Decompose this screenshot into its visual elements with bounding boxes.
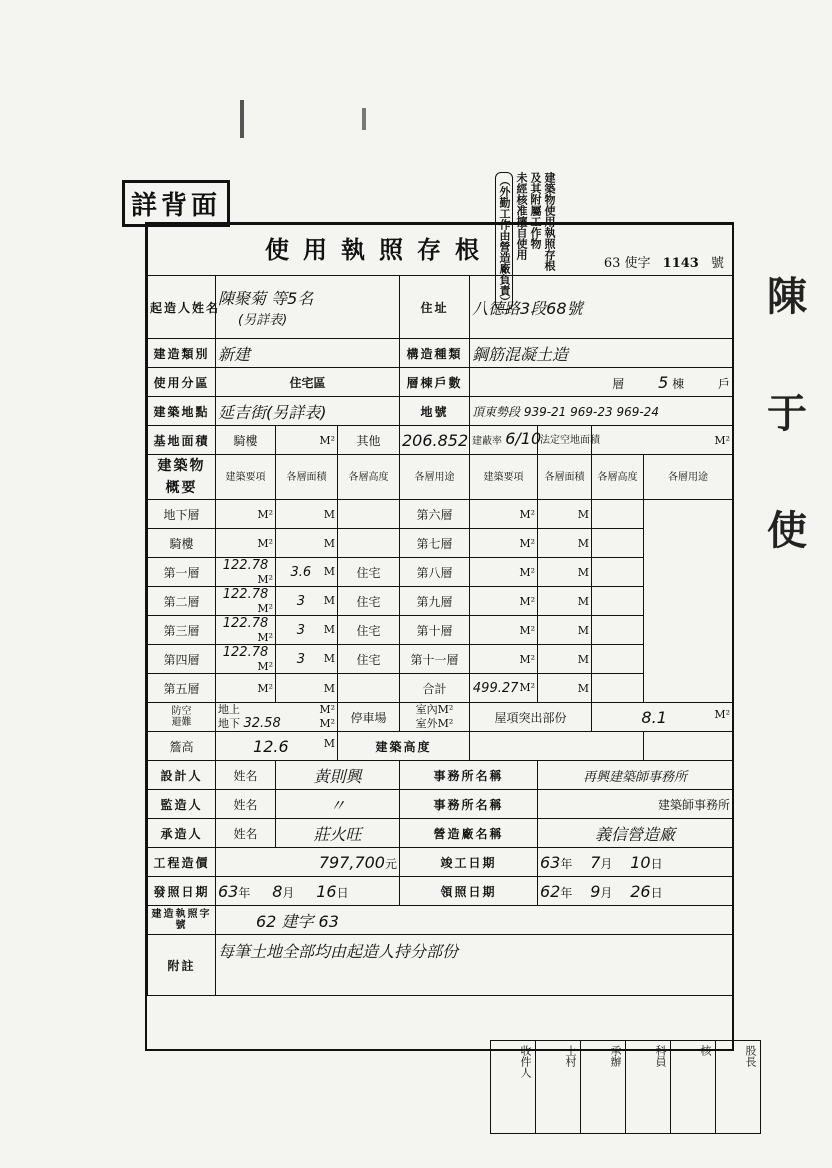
floor-height: 3 M [276,616,338,645]
floor-name-right: 第八層 [400,558,470,587]
header-area: 各層面積 [276,455,338,500]
building-height-label: 建築高度 [338,732,470,761]
applicant-label: 起造人姓名 [148,276,216,339]
eaves-value: 12.6 [253,736,289,756]
floor-area: M² [216,500,276,529]
units-unit: 戶 [717,376,730,391]
detail-back-stamp: 詳背面 [122,180,230,227]
license-number-value: 1143 [662,255,699,271]
floor-use-right [592,616,644,645]
header-use: 各層用途 [400,455,470,500]
designer-label: 設計人 [148,761,216,790]
side-note-line: （外勤工作由營造廠負責） [495,172,513,310]
building-type-label: 建造類別 [148,339,216,368]
scan-mark [240,100,244,138]
stamp-box: 科員 [626,1041,671,1133]
header-item: 建築要項 [216,455,276,500]
floor-area-right: M² [470,500,538,529]
floor-area-right: 499.27 M² [470,674,538,703]
floor-area-right: M² [470,587,538,616]
buildings-value: 5 [658,372,669,392]
remark-value: 每筆土地全部均由起造人持分部份 [216,935,733,996]
area-label: 基地面積 [148,426,216,455]
edge-char: 陳 [767,273,807,320]
arcade-unit: M² [319,433,335,447]
floor-area: 122.78 M² [216,616,276,645]
open-area-label: 法定空地面積 [538,426,592,455]
stamp-box: 股長 [744,1045,757,1067]
stamp-box: 核 [671,1041,716,1133]
receive-month: 9 [590,881,601,901]
floor-row [148,529,733,558]
supervisor-label: 監造人 [148,790,216,819]
floor-use-right [592,674,644,703]
floor-height: M [276,529,338,558]
structure-label: 構造種類 [400,339,470,368]
site-value: 延吉街(另詳表) [216,397,400,426]
floor-name: 第五層 [148,674,216,703]
license-number [604,252,724,271]
side-note-line: 建築物使用執照存根 [543,172,556,271]
form-title: 使用執照存根 [265,234,493,264]
floor-name-right: 第九層 [400,587,470,616]
floor-name-right: 合計 [400,674,470,703]
receive-date-label: 領照日期 [400,877,538,906]
floor-name: 第一層 [148,558,216,587]
issue-date-label: 發照日期 [148,877,216,906]
floor-height: 3 M [276,587,338,616]
floor-use [338,529,400,558]
issue-day: 16 [316,881,337,901]
floor-use [338,674,400,703]
receive-day: 26 [630,881,651,901]
header-height-right: 各層高度 [592,455,644,500]
building-type-value: 新建 [216,339,400,368]
designer-name: 黃則興 [276,761,400,790]
stamp-box: 承辦 [581,1041,626,1133]
floor-height-right: M [538,616,592,645]
floor-row [148,616,733,645]
floor-height: 3.6 M [276,558,338,587]
floor-row [148,587,733,616]
floor-name-right: 第十一層 [400,645,470,674]
floor-use: 住宅 [338,645,400,674]
other-label: 其他 [338,426,400,455]
supervisor-office: 建築師事務所 [538,790,733,819]
floor-area: M² [216,529,276,558]
applicant-note: (另詳表) [238,313,288,328]
applicant-name: 陳聚菊 等5名 [218,289,314,308]
address-value: 八德路3段68號 [470,276,733,339]
floors-units-label: 層棟戶數 [400,368,470,397]
floor-name: 第四層 [148,645,216,674]
floor-height-right: M [538,558,592,587]
permit-label: 建造執照字號 [148,906,216,935]
designer-name-label: 姓名 [216,761,276,790]
stamp-box: 土村 [536,1041,581,1133]
side-note-line: 及其附屬工作物 [529,172,542,249]
permit-value: 62 建字 63 [216,906,733,935]
issue-year: 63 [218,881,239,901]
floor-area: 122.78 M² [216,645,276,674]
ratio-value: 6/10 [505,429,542,448]
cost-value: 797,700 [318,852,385,872]
floor-area-right: M² [470,529,538,558]
section-label: 建築物概要 [148,455,216,500]
floor-use: 住宅 [338,616,400,645]
floor-height-right: M [538,645,592,674]
completion-day: 10 [630,852,651,872]
header-area-right: 各層面積 [538,455,592,500]
floor-name-right: 第七層 [400,529,470,558]
form-table: 使用執照存根 63 使字 1143 號 起造人姓名 陳聚菊 等5名 (另詳表) 住址 八德路3段68號 建造類別 新建 構造種類 鋼筋混凝土造 使用分區 住宅區 層棟戶數 層 5 棟 戶 建築地點 延吉街(另詳表) 地號 頂東勢段 939-21 969-23 969-24 基地面積 騎樓 M² 其他 206.852 建蔽率 6/10 法定空地面積 M² 建築物概要 建築要項 各層面積 各層高度 各層用途 建築要項 各層面積 各層高度 各層用途 地下層 M² M 第六層 M² M 騎樓 M² M 第七層 M² M 第一層 122.78 M² 3.6 M 住宅 第八層 M² M 第二層 122.78 M² 3 M 住宅 第九層 M² M 第三層 122.78 M² 3 M 住宅 第十層 M² M 第四層 122.78 M² 3 M 住宅 第十一層 M² M 第五層 M² M 合計 499.27 M² M 防空 避難 地上 M² 地下 32.58 M² 停車場 室內M² 室外M² 屋項突出部份 8.1 M² 簷高 12.6 M 建築高度 設計人 姓名 黃則興 事務所名稱 再興建築師事務所 監造人 姓名 〃 事務所名稱 建築師事務所 承造人 姓名 莊火旺 營造廠名稱 義信營造廠 工程造價 797,700元 竣工日期 63年 7月 10日 發照日期 63年 8月 16日 領照日期 62年 9月 26日 建造執照字號 62 建字 63 附註 每筆土地全部均由起造人持分部份 [147,224,733,996]
lot-label: 地號 [400,397,470,426]
floor-height-right: M [538,674,592,703]
shelter-above: 地上 M² [218,703,335,716]
shelter-below: 地下 32.58 M² [218,716,335,731]
floor-row [148,558,733,587]
contractor-firm: 義信營造廠 [538,819,733,848]
supervisor-name-label: 姓名 [216,790,276,819]
roof-unit: M² [714,707,730,721]
ratio-label: 建蔽率 [472,436,502,447]
floor-name: 騎樓 [148,529,216,558]
floor-rows [148,500,733,703]
stamp-box: 收件人 [491,1041,536,1133]
parking-indoor: 室內M² [415,703,454,716]
floor-area: 122.78 M² [216,587,276,616]
designer-office: 再興建築師事務所 [538,761,733,790]
eaves-label: 簷高 [148,732,216,761]
floor-name: 第二層 [148,587,216,616]
structure-value: 鋼筋混凝土造 [470,339,733,368]
header-item-right: 建築要項 [470,455,538,500]
remark-label: 附註 [148,935,216,996]
contractor-firm-label: 營造廠名稱 [400,819,538,848]
floor-area: 122.78 M² [216,558,276,587]
side-note-line: 未經核准擅自使用 [515,172,528,260]
floor-height: M [276,674,338,703]
license-word: 使字 [624,255,651,271]
zoning-value: 住宅區 [216,368,400,397]
supervisor-name: 〃 [276,790,400,819]
issue-month: 8 [272,881,283,901]
edge-char: 使 [767,507,807,554]
parking-outdoor: 室外M² [415,717,454,730]
shelter-label-2: 避難 [171,717,192,728]
eaves-unit: M [323,736,335,750]
floor-height-right: M [538,500,592,529]
license-form [145,222,734,1051]
receive-year: 62 [540,881,561,901]
contractor-label: 承造人 [148,819,216,848]
roof-label: 屋項突出部份 [470,703,592,732]
scan-mark [362,108,366,130]
completion-month: 7 [590,852,601,872]
completion-year: 63 [540,852,561,872]
roof-value: 8.1 [641,707,667,727]
floor-use-right [592,558,644,587]
lot-value: 頂東勢段 939-21 969-23 969-24 [470,397,733,426]
floor-height: 3 M [276,645,338,674]
address-label: 住址 [400,276,470,339]
designer-office-label: 事務所名稱 [400,761,538,790]
floor-use-right [592,645,644,674]
floor-name: 地下層 [148,500,216,529]
zoning-label: 使用分區 [148,368,216,397]
floor-use-right [592,500,644,529]
open-area-unit: M² [714,433,730,447]
contractor-name-label: 姓名 [216,819,276,848]
floor-height-right: M [538,529,592,558]
floor-area-right: M² [470,645,538,674]
shelter-label-1: 防空 [171,706,192,717]
site-label: 建築地點 [148,397,216,426]
floor-height-right: M [538,587,592,616]
floor-row [148,674,733,703]
floor-row [148,500,733,529]
license-year: 63 [603,255,621,271]
floor-use-right [592,587,644,616]
contractor-name: 莊火旺 [276,819,400,848]
header-height: 各層高度 [338,455,400,500]
floor-row [148,645,733,674]
floor-use: 住宅 [338,558,400,587]
floor-name-right: 第十層 [400,616,470,645]
floor-area: M² [216,674,276,703]
approval-stamps [490,1040,761,1134]
edge-char: 于 [767,390,807,437]
floor-use [338,500,400,529]
floor-area-right: M² [470,616,538,645]
arcade-label: 騎樓 [216,426,276,455]
supervisor-office-label: 事務所名稱 [400,790,538,819]
floor-name: 第三層 [148,616,216,645]
other-value: 206.852 [400,426,470,455]
buildings-unit: 棟 [672,376,685,391]
floor-use-right [592,529,644,558]
header-use-right: 各層用途 [644,455,733,500]
floor-height: M [276,500,338,529]
parking-label: 停車場 [338,703,400,732]
cost-unit: 元 [384,856,397,871]
floor-area-right: M² [470,558,538,587]
floors-unit: 層 [612,376,625,391]
adjacent-page-edge [752,265,822,556]
completion-label: 竣工日期 [400,848,538,877]
cost-label: 工程造價 [148,848,216,877]
floor-use: 住宅 [338,587,400,616]
floor-name-right: 第六層 [400,500,470,529]
license-suffix: 號 [710,255,724,271]
